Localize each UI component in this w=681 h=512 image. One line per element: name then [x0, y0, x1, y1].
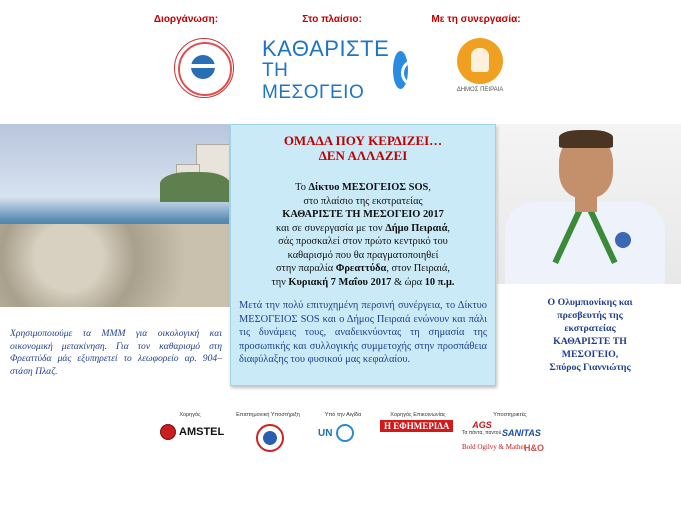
scientific-support-label: Επιστημονική Υποστήριξη — [236, 412, 300, 418]
invitation-card — [230, 124, 496, 386]
beach-photo — [0, 124, 230, 307]
amstel-logo: AMSTEL — [160, 424, 224, 440]
municipality-name: Δήμο Πειραιά — [385, 222, 448, 234]
campaign-logo-line2: ΤΗ ΜΕΣΟΓΕΙΟ — [262, 60, 365, 103]
ho-logo: H&O — [524, 443, 544, 453]
mesogeios-sos-logo — [174, 38, 234, 98]
event-time: 10 π.μ. — [424, 276, 455, 288]
ags-logo: AGS Τα πάντα, παντού. — [462, 420, 503, 436]
partnership-paragraph: Μετά την πολύ επιτυχημένη περσινή συνέργεια, το Δίκτυο ΜΕΣΟΓΕΙΟΣ SOS και ο Δήμος Πειραιά ενώνουν και πάλι τις δυνάμεις τους, αναδεικνύοντας τη σημασία της προσωπικής και συλλογικής συμμετοχής στην προσπάθεια διαφύλαξης του φυσικού μας κεφαλαίου. — [239, 300, 487, 365]
wave-icon — [393, 51, 408, 89]
bold-ogilvy-logo: Bold Ogilvy & Mather — [462, 443, 526, 451]
media-sponsor-label: Χορηγός Επικοινωνίας — [390, 412, 446, 418]
municipality-emblem-icon — [457, 38, 503, 84]
card-title-line1: ΟΜΑΔΑ ΠΟΥ ΚΕΡΔΙΖΕΙ… — [283, 133, 443, 148]
transport-note: Χρησιμοποιούμε τα ΜΜΜ για οικολογική και οικονομική μετακίνηση. Για τον καθαρισμό στη Φρεαττύδα μάς εξυπηρετεί το λεωφορείο αρ. 904– στάση Πλαζ. — [10, 328, 222, 377]
campaign-logo-line1: ΚΑΘΑΡΙΣΤΕ — [262, 36, 390, 61]
partner-label: Με τη συνεργασία: — [431, 14, 521, 25]
un-logo: UN — [318, 424, 354, 442]
context-label: Στο πλαίσιο: — [302, 14, 362, 25]
scientific-support-seal-icon — [256, 424, 284, 452]
un-emblem-icon — [336, 424, 354, 442]
invitation-paragraph: Το Δίκτυο ΜΕΣΟΓΕΙΟΣ SOS, στο πλαίσιο της εκστρατείας ΚΑΘΑΡΙΣΤΕ ΤΗ ΜΕΣΟΓΕΙΟ 2017 και σε συνεργασία με τον Δήμο Πειραιά, σάς προσκαλεί στον πρώτο κεντρικό του καθαρισμό που θα πραγματοποιηθεί στην παραλία Φρεαττύδα, στον Πειραιά, την Κυριακή 7 Μαΐου 2017 & ώρα 10 π.μ. — [231, 181, 495, 289]
event-date: Κυριακή 7 Μαΐου 2017 — [288, 276, 392, 288]
ambassador-caption: Ο Ολυμπιονίκης και πρεσβευτής της εκστρατείας ΚΑΘΑΡΙΣΤΕ ΤΗ ΜΕΣΟΓΕΙΟ, Σπύρος Γιαννιώτης — [547, 297, 633, 373]
card-title-line2: ΔΕΝ ΑΛΛΑΖΕΙ — [318, 148, 408, 163]
efimerida-logo: Η ΕΦΗΜΕΡΙΔΑ — [380, 420, 453, 432]
sponsor-label: Χορηγός — [179, 412, 201, 418]
municipality-logo — [450, 38, 510, 93]
amstel-icon — [160, 424, 176, 440]
campaign-logo — [262, 36, 408, 103]
organization-label: Διοργάνωση: — [153, 14, 219, 25]
supporters-label: Υποστηρικτές — [493, 412, 527, 418]
ambassador-photo — [497, 124, 681, 284]
sanitas-logo: SANITAS — [502, 428, 541, 438]
beach-name: Φρεαττύδα — [335, 263, 387, 274]
municipality-caption: ΔΗΜΟΣ ΠΕΙΡΑΙΑ — [456, 87, 504, 93]
auspices-label: Υπό την Αιγίδα — [324, 412, 362, 418]
org-name: Δίκτυο ΜΕΣΟΓΕΙΟΣ SOS — [308, 182, 429, 193]
campaign-name: ΚΑΘΑΡΙΣΤΕ ΤΗ ΜΕΣΟΓΕΙΟ 2017 — [282, 209, 444, 220]
